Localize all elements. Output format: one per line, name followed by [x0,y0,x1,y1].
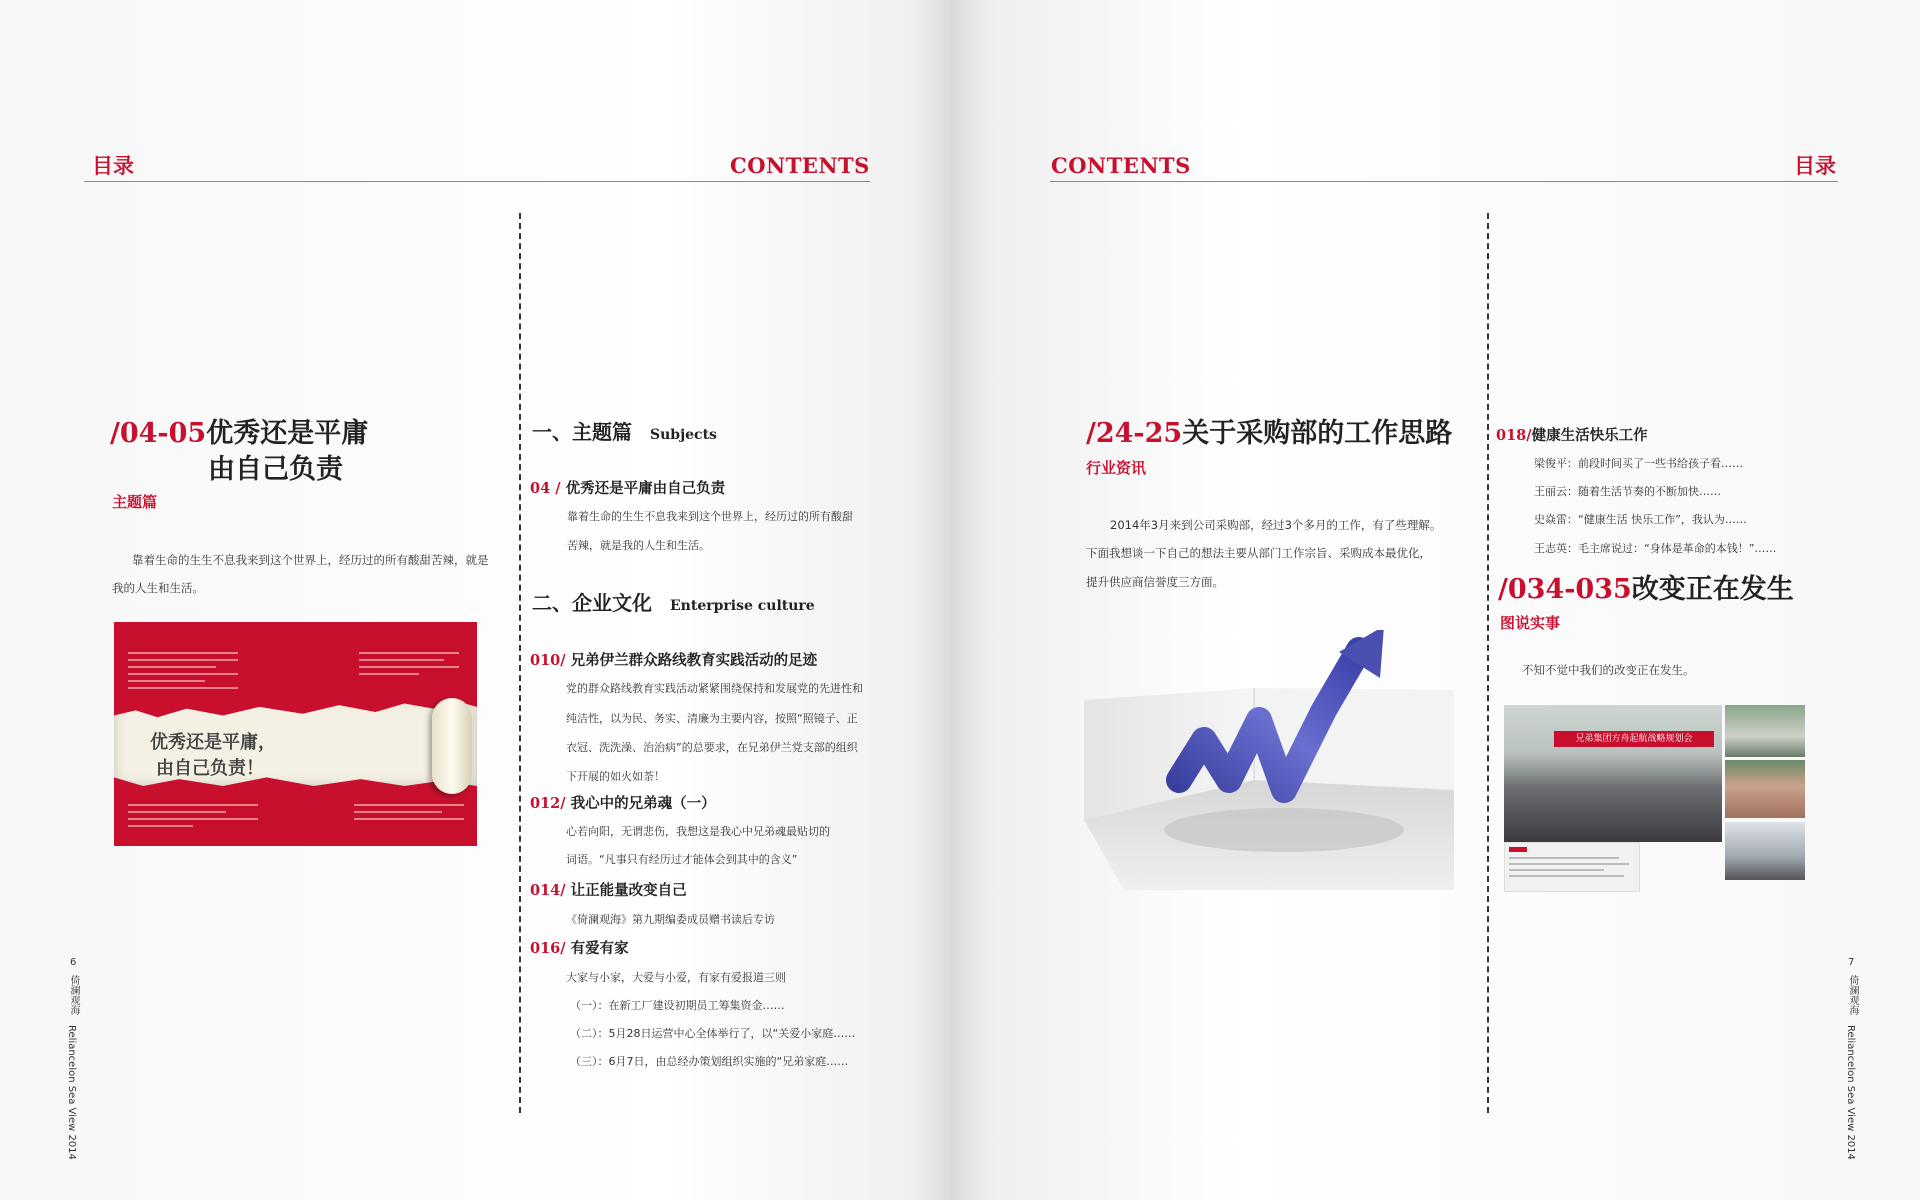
toc-desc: 苦辣，就是我的人生和生活。 [567,539,710,552]
toc-num: 018 [1496,427,1527,444]
toc-desc: 党的群众路线教育实践活动紧紧围绕保持和发展党的先进性和 [566,682,863,695]
toc-desc: （二）：5月28日运营中心全体举行了，以“关爱小家庭…… [570,1027,856,1040]
toc-num: 012 [530,795,561,812]
feature-tag: 主题篇 [112,493,158,511]
feature-cover-image [114,622,477,846]
feature-body-line: 下面我想谈一下自己的想法主要从部门工作宗旨、采购成本最优化， [1086,546,1431,560]
toc-title: 有爱有家 [570,940,629,957]
toc-num: 04 [530,480,551,497]
feature-body-line: 提升供应商信誉度三方面。 [1086,575,1224,589]
page-number-right: 7 [1848,957,1855,968]
photo-caption-card [1504,842,1640,892]
feature2-title [1498,572,1794,608]
feature2-title-text: 改变正在发生 [1631,574,1794,605]
section-title-2 [532,587,815,616]
toc-item-016[interactable] [530,937,629,958]
feature-body-line: 2014年3月来到公司采购部，经过3个多月的工作，有了些理解。 [1110,518,1442,532]
toc-num: 010 [530,652,561,669]
right-page [950,0,1920,1200]
toc-desc: 大家与小家，大爱与小爱，有家有爱报道三则 [566,971,786,984]
toc-desc: 史焱雷：“健康生活 快乐工作”，我认为…… [1534,513,1747,526]
toc-desc: （一）：在新工厂建设初期员工筹集资金…… [570,999,785,1012]
header-cn-right: 目录 [1794,153,1836,178]
toc-desc: （三）：6月7日，由总经办策划组织实施的“兄弟家庭…… [570,1055,849,1068]
toc-desc: 纯洁性，以为民、务实、清廉为主要内容，按照“照镜子、正 [566,712,858,725]
arrow-shadow [1164,808,1404,852]
toc-item-04[interactable] [530,477,725,498]
cover-text-block [128,652,238,655]
toc-desc: 王丽云：随着生活节奏的不断加快…… [1534,485,1721,498]
factory-photo [1725,705,1805,757]
feature-title-right [1086,416,1452,452]
cover-slogan [150,730,276,782]
column-divider-left [519,213,521,1113]
section-1-cn: 一、主题篇 [532,420,632,444]
cover-text-block [354,804,464,807]
feature-title-left [110,416,368,452]
growth-arrow-illustration [1084,630,1454,890]
feature-tag-right: 行业资讯 [1086,459,1147,477]
toc-title: 兄弟伊兰群众路线教育实践活动的足迹 [570,652,818,669]
cover-slogan-line1: 优秀还是平庸， [150,732,276,753]
header-cn-left: 目录 [92,153,134,178]
side-text-cn-left: 倚澜观海 [68,975,79,1015]
section-title-1 [532,416,717,445]
toc-desc: 靠着生命的生生不息我来到这个世界上，经历过的所有酸甜 [567,510,853,523]
left-page [0,0,950,1200]
feature-title-line1: 优秀还是平庸 [206,418,369,449]
side-text-en-left: Reliancelon Sea View 2014 [66,1025,77,1160]
toc-desc: 衣冠、洗洗澡、治治病”的总要求，在兄弟伊兰党支部的组织 [566,741,858,754]
toc-title: 我心中的兄弟魂（一） [570,795,716,812]
toc-item-012[interactable] [530,792,716,813]
toc-desc: 《倚澜观海》第九期编委成员赠书读后专访 [566,913,775,926]
page-number-left: 6 [70,957,77,968]
toc-desc: 下开展的如火如荼！ [566,770,665,783]
toc-item-014[interactable] [530,879,687,900]
meeting-banner-text: 兄弟集团方舟起航战略规划会 [1575,734,1693,744]
header-en-right: CONTENTS [1051,153,1191,178]
activity-photo [1725,822,1805,880]
feature2-body: 不知不觉中我们的改变正在发生。 [1522,663,1695,677]
meeting-photo [1504,705,1722,842]
feature-range: /04-05 [110,418,207,449]
side-text-cn-right: 倚澜观海 [1847,975,1858,1015]
toc-title: 优秀还是平庸由自己负责 [565,480,726,497]
paper-roll [432,698,472,794]
feature2-range: /034-035 [1498,574,1632,605]
section-1-en: Subjects [650,427,717,443]
feature2-tag: 图说实事 [1500,614,1561,632]
toc-desc: 词语。“凡事只有经历过才能体会到其中的含义” [566,853,798,866]
toc-slash: / [560,940,571,957]
toc-slash: / [550,480,566,497]
feature-title: 关于采购部的工作思路 [1182,418,1453,449]
toc-item-018[interactable] [1496,424,1648,445]
group-photo [1725,760,1805,818]
toc-num: 014 [530,882,561,899]
toc-num: 016 [530,940,561,957]
feature-title-line2: 由自己负责 [208,454,343,485]
toc-slash: / [560,652,571,669]
toc-item-010[interactable] [530,649,817,670]
cover-text-block [359,652,459,655]
header-en-left: CONTENTS [730,153,870,178]
header-rule-left [84,181,870,182]
section-2-cn: 二、企业文化 [532,591,652,615]
toc-slash: / [560,795,571,812]
toc-title: 健康生活快乐工作 [1531,427,1648,444]
toc-slash: / [1526,427,1532,444]
header-rule-right [1050,181,1838,182]
cover-slogan-line2: 由自己负责！ [156,758,264,779]
side-text-en-right: Reliancelon Sea View 2014 [1845,1025,1856,1160]
column-divider-right [1487,213,1489,1113]
meeting-banner [1554,731,1714,747]
toc-title: 让正能量改变自己 [570,882,687,899]
section-2-en: Enterprise culture [670,598,815,614]
cover-text-block [128,804,258,807]
feature-body-line1: 靠着生命的生生不息我来到这个世界上，经历过的所有酸甜苦辣，就是 [132,553,489,567]
toc-desc: 梁俊平：前段时间买了一些书给孩子看…… [1534,457,1743,470]
feature-range: /24-25 [1086,418,1183,449]
toc-slash: / [560,882,571,899]
feature-body-line2: 我的人生和生活。 [112,581,204,595]
toc-desc: 心若向阳，无谓悲伤，我想这是我心中兄弟魂最贴切的 [566,825,830,838]
toc-desc: 王志英：毛主席说过：“身体是革命的本钱！”…… [1534,542,1777,555]
